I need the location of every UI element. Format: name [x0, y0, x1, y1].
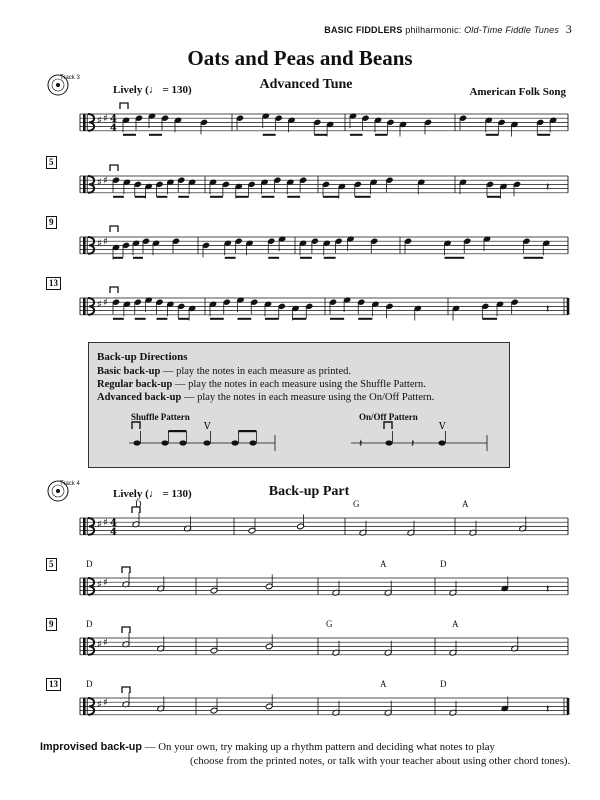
improvised-backup-note: [40, 740, 580, 768]
directions-line: Advanced back-up — play the notes in each measure using the On/Off Pattern.: [97, 392, 435, 403]
svg-text:♯: ♯: [97, 579, 102, 591]
song-title: Oats and Peas and Beans: [187, 46, 413, 70]
footer-term: Improvised back-up: [40, 741, 142, 753]
measure-number: 5: [46, 558, 57, 571]
chord-symbol: A: [380, 679, 387, 689]
quarter-rest: 𝄽: [546, 302, 550, 316]
svg-text:♯: ♯: [97, 299, 102, 311]
track-label: Track 3: [60, 75, 80, 81]
song-subtitle: Advanced Tune: [259, 77, 353, 92]
staff: [80, 507, 568, 538]
time-signature: 4: [110, 113, 117, 125]
chord-symbol: D: [440, 679, 447, 689]
measure-number: 5: [46, 156, 57, 169]
key-signature: [97, 577, 108, 590]
chord-symbol: D: [86, 559, 93, 569]
quarter-rest: 𝄽: [546, 582, 550, 596]
chord-symbol: A: [380, 559, 387, 569]
track-label: Track 4: [60, 481, 80, 487]
quarter-rest: 𝄽: [411, 437, 415, 450]
directions-line: Regular back-up — play the notes in each measure using the Shuffle Pattern.: [97, 379, 426, 390]
svg-text:♯: ♯: [97, 639, 102, 651]
key-signature: [97, 517, 108, 530]
quarter-rest: 𝄽: [546, 180, 550, 194]
time-signature: 4: [110, 122, 117, 134]
key-signature: [97, 637, 108, 650]
staff: [80, 627, 568, 656]
tempo-marking: Lively (♩ = 130): [113, 488, 192, 500]
backup-part-title: Back-up Part: [268, 484, 350, 499]
svg-text:♯: ♯: [97, 238, 102, 250]
measure-number: 9: [46, 216, 57, 229]
time-signature: 4: [110, 517, 117, 529]
measure-number: 9: [46, 618, 57, 631]
svg-text:♯: ♯: [103, 517, 108, 529]
svg-text:♯: ♯: [103, 175, 108, 187]
svg-text:♯: ♯: [97, 519, 102, 531]
quarter-rest: 𝄽: [546, 702, 550, 716]
chord-symbol: A: [452, 619, 459, 629]
edition-name: philharmonic:: [405, 25, 462, 35]
composer-credit: American Folk Song: [469, 86, 566, 98]
chord-symbol: A: [462, 499, 469, 509]
down-bow-mark: [122, 567, 130, 573]
svg-text:♯: ♯: [97, 115, 102, 127]
down-bow-mark: [122, 627, 130, 633]
chord-symbol: D: [86, 619, 93, 629]
quarter-rest: 𝄽: [359, 437, 363, 450]
page-number: 3: [565, 22, 572, 36]
svg-text:♯: ♯: [103, 577, 108, 589]
key-signature: [97, 697, 108, 710]
svg-text:♯: ♯: [97, 177, 102, 189]
svg-text:♯: ♯: [103, 236, 108, 248]
chord-symbol: G: [326, 619, 333, 629]
down-bow-mark: [122, 687, 130, 693]
svg-text:♯: ♯: [103, 637, 108, 649]
svg-text:♯: ♯: [103, 297, 108, 309]
chord-symbol: G: [353, 499, 360, 509]
directions-title: Back-up Directions: [97, 351, 188, 363]
up-bow-mark: V: [439, 422, 446, 432]
book-title: Old-Time Fiddle Tunes: [464, 25, 560, 35]
shuffle-pattern-label: Shuffle Pattern: [131, 412, 190, 422]
staff: [80, 687, 568, 716]
footer-line-2: (choose from the printed notes, or talk with your teacher about using other chord tones).: [190, 755, 571, 767]
measure-number: 13: [46, 678, 61, 691]
chord-symbol: D: [135, 499, 142, 509]
directions-line: Basic back-up — play the notes in each measure as printed.: [97, 366, 351, 377]
onoff-pattern-label: On/Off Pattern: [359, 412, 418, 422]
time-signature: 4: [110, 526, 117, 538]
svg-text:♯: ♯: [103, 697, 108, 709]
staff: [80, 567, 568, 596]
chord-symbol: D: [86, 679, 93, 689]
up-bow-mark: V: [204, 422, 211, 432]
svg-text:♯: ♯: [97, 699, 102, 711]
tempo-marking: Lively (♩ = 130): [113, 84, 192, 96]
svg-text:♯: ♯: [103, 113, 108, 125]
footer-line-1: — On your own, try making up a rhythm pattern and deciding what notes to play: [142, 741, 495, 753]
measure-number: 13: [46, 277, 61, 290]
chord-symbol: D: [440, 559, 447, 569]
series-name: BASIC FIDDLERS: [324, 25, 403, 35]
